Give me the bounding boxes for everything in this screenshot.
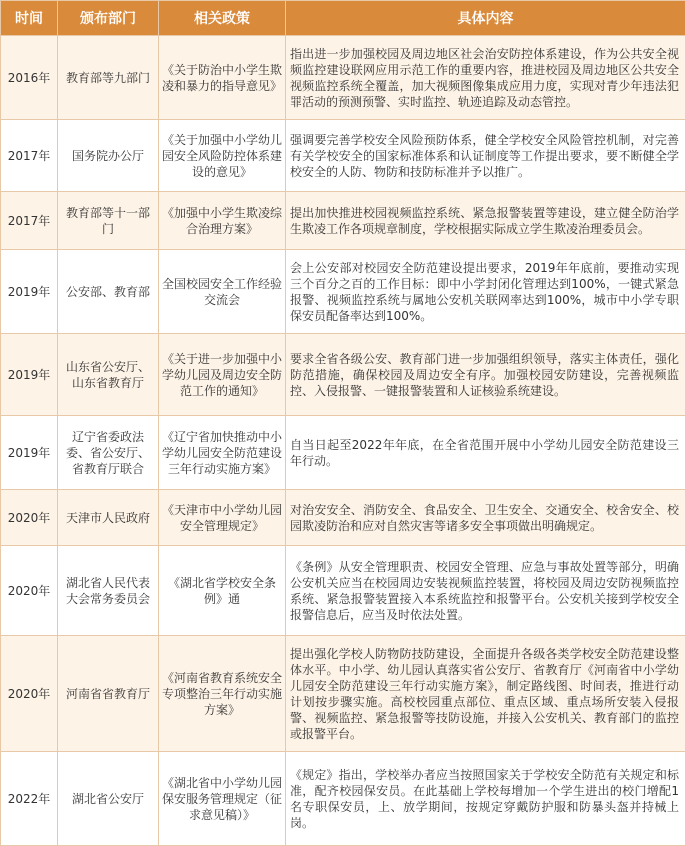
row-year: 2016年 bbox=[1, 36, 58, 120]
row-content: 指出进一步加强校园及周边地区社会治安防控体系建设，作为公共安全视频监控建设联网应用示范工作的重要内容，推进校园及周边地区公共安全视频监控系统全覆盖，加大视频图像集成应用力度，实现对青少年违法犯罪活动的预测预警、实时监控、轨迹追踪及动态管控。 bbox=[286, 36, 685, 120]
table-row bbox=[1, 192, 685, 250]
row-department: 河南省省教育厅 bbox=[58, 636, 159, 752]
row-year: 2019年 bbox=[1, 334, 58, 416]
row-content: 对治安安全、消防安全、食品安全、卫生安全、交通安全、校舍安全、校园欺凌防治和应对自然灾害等诸多安全事项做出明确规定。 bbox=[286, 490, 685, 546]
header-department: 颁布部门 bbox=[58, 1, 159, 36]
row-department: 教育部等九部门 bbox=[58, 36, 159, 120]
row-department: 公安部、教育部 bbox=[58, 250, 159, 334]
row-policy: 《关于进一步加强中小学幼儿园及周边安全防范工作的通知》 bbox=[159, 334, 286, 416]
table-row bbox=[1, 36, 685, 120]
row-content: 《规定》指出，学校举办者应当按照国家关于学校安全防范有关规定和标准，配齐校园保安员。在此基础上学校每增加一个学生进出的校门增配1名专职保安员，上、放学期间，按规定穿戴防护服和防暴头盔并持械上岗。 bbox=[286, 752, 685, 846]
row-content: 提出强化学校人防物防技防建设，全面提升各级各类学校安全防范建设整体水平。中小学、幼儿园认真落实省公安厅、省教育厅《河南省中小学幼儿园安全防范建设三年行动实施方案》，制定路线图、时间表，推进行动计划按步骤实施。高校校园重点部位、重点区域、重点场所安装入侵报警、视频监控、紧急报警等技防设施，并接入公安机关、教育部门的监控或报警平台。 bbox=[286, 636, 685, 752]
row-department: 国务院办公厅 bbox=[58, 120, 159, 192]
row-year: 2020年 bbox=[1, 546, 58, 636]
row-content: 《条例》从安全管理职责、校园安全管理、应急与事故处置等部分，明确公安机关应当在校园周边安装视频监控装置，将校园及周边安防视频监控系统、紧急报警装置接入本系统监控和报警平台。公安机关接到学校安全报警信息后，应当及时依法处置。 bbox=[286, 546, 685, 636]
header-content: 具体内容 bbox=[286, 1, 685, 36]
row-policy: 《辽宁省加快推动中小学幼儿园安全防范建设三年行动实施方案》 bbox=[159, 416, 286, 490]
table-header-row bbox=[1, 1, 685, 36]
row-year: 2017年 bbox=[1, 120, 58, 192]
row-policy: 《天津市中小学幼儿园安全管理规定》 bbox=[159, 490, 286, 546]
row-policy: 《湖北省学校安全条例》通 bbox=[159, 546, 286, 636]
row-policy: 《河南省教育系统安全专项整治三年行动实施方案》 bbox=[159, 636, 286, 752]
table-row bbox=[1, 490, 685, 546]
table-row bbox=[1, 334, 685, 416]
row-department: 湖北省人民代表大会常务委员会 bbox=[58, 546, 159, 636]
row-year: 2020年 bbox=[1, 636, 58, 752]
table-row bbox=[1, 752, 685, 846]
row-content: 要求全省各级公安、教育部门进一步加强组织领导，落实主体责任，强化防范措施，确保校园及周边安全有序。加强校园安防建设，完善视频监控、入侵报警、一键报警装置和人证核验系统建设。 bbox=[286, 334, 685, 416]
row-content: 自当日起至2022年年底，在全省范围开展中小学幼儿园安全防范建设三年行动。 bbox=[286, 416, 685, 490]
row-department: 山东省公安厅、山东省教育厅 bbox=[58, 334, 159, 416]
row-department: 教育部等十一部门 bbox=[58, 192, 159, 250]
row-department: 湖北省公安厅 bbox=[58, 752, 159, 846]
row-year: 2019年 bbox=[1, 416, 58, 490]
row-year: 2020年 bbox=[1, 490, 58, 546]
table-row bbox=[1, 120, 685, 192]
table-row bbox=[1, 546, 685, 636]
row-policy: 《湖北省中小学幼儿园保安服务管理规定（征求意见稿）》 bbox=[159, 752, 286, 846]
header-year: 时间 bbox=[1, 1, 58, 36]
table-row bbox=[1, 250, 685, 334]
row-department: 天津市人民政府 bbox=[58, 490, 159, 546]
table-row bbox=[1, 636, 685, 752]
row-content: 提出加快推进校园视频监控系统、紧急报警装置等建设，建立健全防治学生欺凌工作各项规章制度，学校根据实际成立学生欺凌治理委员会。 bbox=[286, 192, 685, 250]
row-year: 2017年 bbox=[1, 192, 58, 250]
row-year: 2019年 bbox=[1, 250, 58, 334]
table-row bbox=[1, 416, 685, 490]
row-policy: 全国校园安全工作经验交流会 bbox=[159, 250, 286, 334]
row-policy: 《加强中小学生欺凌综合治理方案》 bbox=[159, 192, 286, 250]
row-content: 强调要完善学校安全风险预防体系，健全学校安全风险管控机制，对完善有关学校安全的国家标准体系和认证制度等工作提出要求，要不断健全学校安全的人防、物防和技防标准并予以推广。 bbox=[286, 120, 685, 192]
row-year: 2022年 bbox=[1, 752, 58, 846]
row-content: 会上公安部对校园安全防范建设提出要求，2019年年底前，要推动实现三个百分之百的工作目标：即中小学封闭化管理达到100%，一键式紧急报警、视频监控系统与属地公安机关联网率达到100%，城市中小学专职保安员配备率达到100%。 bbox=[286, 250, 685, 334]
row-policy: 《关于防治中小学生欺凌和暴力的指导意见》 bbox=[159, 36, 286, 120]
row-policy: 《关于加强中小学幼儿园安全风险防控体系建设的意见》 bbox=[159, 120, 286, 192]
header-policy: 相关政策 bbox=[159, 1, 286, 36]
row-department: 辽宁省委政法委、省公安厅、省教育厅联合 bbox=[58, 416, 159, 490]
